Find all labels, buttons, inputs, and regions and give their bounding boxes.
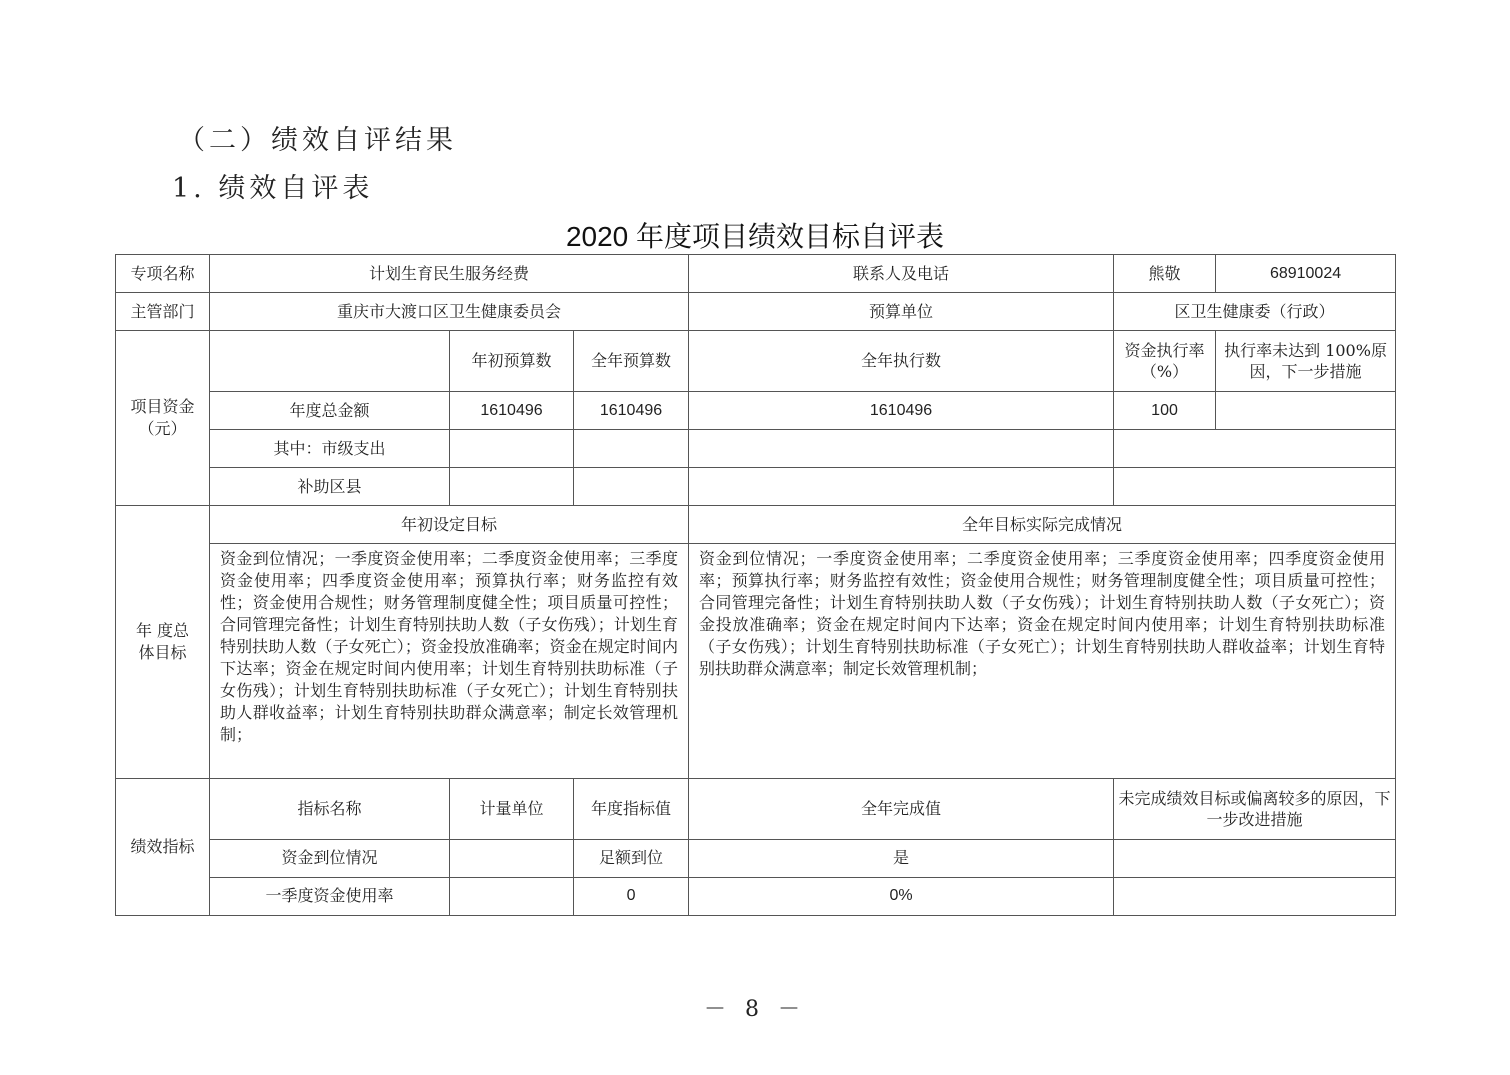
city-full-year	[574, 430, 689, 468]
contact-phone: 68910024	[1216, 255, 1396, 293]
funds-blank-header	[210, 331, 450, 392]
initial-goals-text: 资金到位情况；一季度资金使用率；二季度资金使用率；三季度资金使用率；四季度资金使用率；预算执行率；财务监控有效性；资金使用合规性；财务管理制度健全性；项目质量可控性；合同管理完备性；计划生育特别扶助人数（子女伤残）；计划生育特别扶助人数（子女死亡）；资金投放准确率；资金在规定时间内下达率；资金在规定时间内使用率；计划生育特别扶助标准（子女伤残）；计划生育特别扶助标准（子女死亡）；计划生育特别扶助人群收益率；计划生育特别扶助群众满意率；制定长效管理机制；	[210, 544, 689, 778]
col-initial-budget: 年初预算数	[450, 331, 574, 392]
indicator-reason	[1114, 877, 1396, 915]
total-full-year-budget: 1610496	[574, 392, 689, 430]
table-row	[116, 877, 1396, 915]
funds-label: 项目资金（元）	[116, 331, 210, 506]
city-initial	[450, 430, 574, 468]
department-label: 主管部门	[116, 293, 210, 331]
col-measure-unit: 计量单位	[450, 778, 574, 839]
total-executed: 1610496	[689, 392, 1114, 430]
contact-name: 熊敬	[1114, 255, 1216, 293]
col-indicator-name: 指标名称	[210, 778, 450, 839]
project-name-label: 专项名称	[116, 255, 210, 293]
indicator-target: 足额到位	[574, 839, 689, 877]
table-row	[116, 839, 1396, 877]
total-reason	[1216, 392, 1396, 430]
col-full-year-executed: 全年执行数	[689, 331, 1114, 392]
indicator-actual: 0%	[689, 877, 1114, 915]
col-annual-target: 年度指标值	[574, 778, 689, 839]
table-title: 2020 年度项目绩效目标自评表	[565, 221, 945, 252]
indicator-unit	[450, 877, 574, 915]
project-name-value: 计划生育民生服务经费	[210, 255, 689, 293]
county-subsidy-label: 补助区县	[210, 468, 450, 506]
col-full-year-budget: 全年预算数	[574, 331, 689, 392]
subsection-heading: 1. 绩效自评表	[172, 173, 374, 204]
annual-goals-label: 年 度总体目标	[116, 506, 210, 778]
total-amount-label: 年度总金额	[210, 392, 450, 430]
county-initial	[450, 468, 574, 506]
initial-goals-header: 年初设定目标	[210, 506, 689, 544]
indicator-name: 一季度资金使用率	[210, 877, 450, 915]
col-shortfall-reason: 执行率未达到 100%原因，下一步措施	[1216, 331, 1396, 392]
page-number: － 8 －	[704, 997, 806, 1022]
county-executed	[689, 468, 1114, 506]
indicator-name: 资金到位情况	[210, 839, 450, 877]
actual-goals-text: 资金到位情况；一季度资金使用率；二季度资金使用率；三季度资金使用率；四季度资金使用率；预算执行率；财务监控有效性；资金使用合规性；财务管理制度健全性；项目质量可控性；合同管理完备性；计划生育特别扶助人数（子女伤残）；计划生育特别扶助人数（子女死亡）；资金投放准确率；资金在规定时间内下达率；资金在规定时间内使用率；计划生育特别扶助标准（子女伤残）；计划生育特别扶助标准（子女死亡）；计划生育特别扶助人群收益率；计划生育特别扶助群众满意率；制定长效管理机制；	[689, 544, 1396, 778]
county-rate-reason	[1114, 468, 1396, 506]
col-execution-rate: 资金执行率（%）	[1114, 331, 1216, 392]
city-executed	[689, 430, 1114, 468]
county-full-year	[574, 468, 689, 506]
department-value: 重庆市大渡口区卫生健康委员会	[210, 293, 689, 331]
indicators-label: 绩效指标	[116, 778, 210, 915]
city-rate-reason	[1114, 430, 1396, 468]
city-expenditure-label: 其中：市级支出	[210, 430, 450, 468]
col-deviation-reason: 未完成绩效目标或偏离较多的原因，下一步改进措施	[1114, 778, 1396, 839]
indicator-unit	[450, 839, 574, 877]
performance-evaluation-table	[115, 254, 1396, 916]
indicator-reason	[1114, 839, 1396, 877]
total-initial-budget: 1610496	[450, 392, 574, 430]
indicator-actual: 是	[689, 839, 1114, 877]
col-actual-value: 全年完成值	[689, 778, 1114, 839]
total-execution-rate: 100	[1114, 392, 1216, 430]
actual-goals-header: 全年目标实际完成情况	[689, 506, 1396, 544]
contact-label: 联系人及电话	[689, 255, 1114, 293]
budget-unit-value: 区卫生健康委（行政）	[1114, 293, 1396, 331]
indicator-target: 0	[574, 877, 689, 915]
budget-unit-label: 预算单位	[689, 293, 1114, 331]
section-heading: （二）绩效自评结果	[178, 125, 457, 156]
